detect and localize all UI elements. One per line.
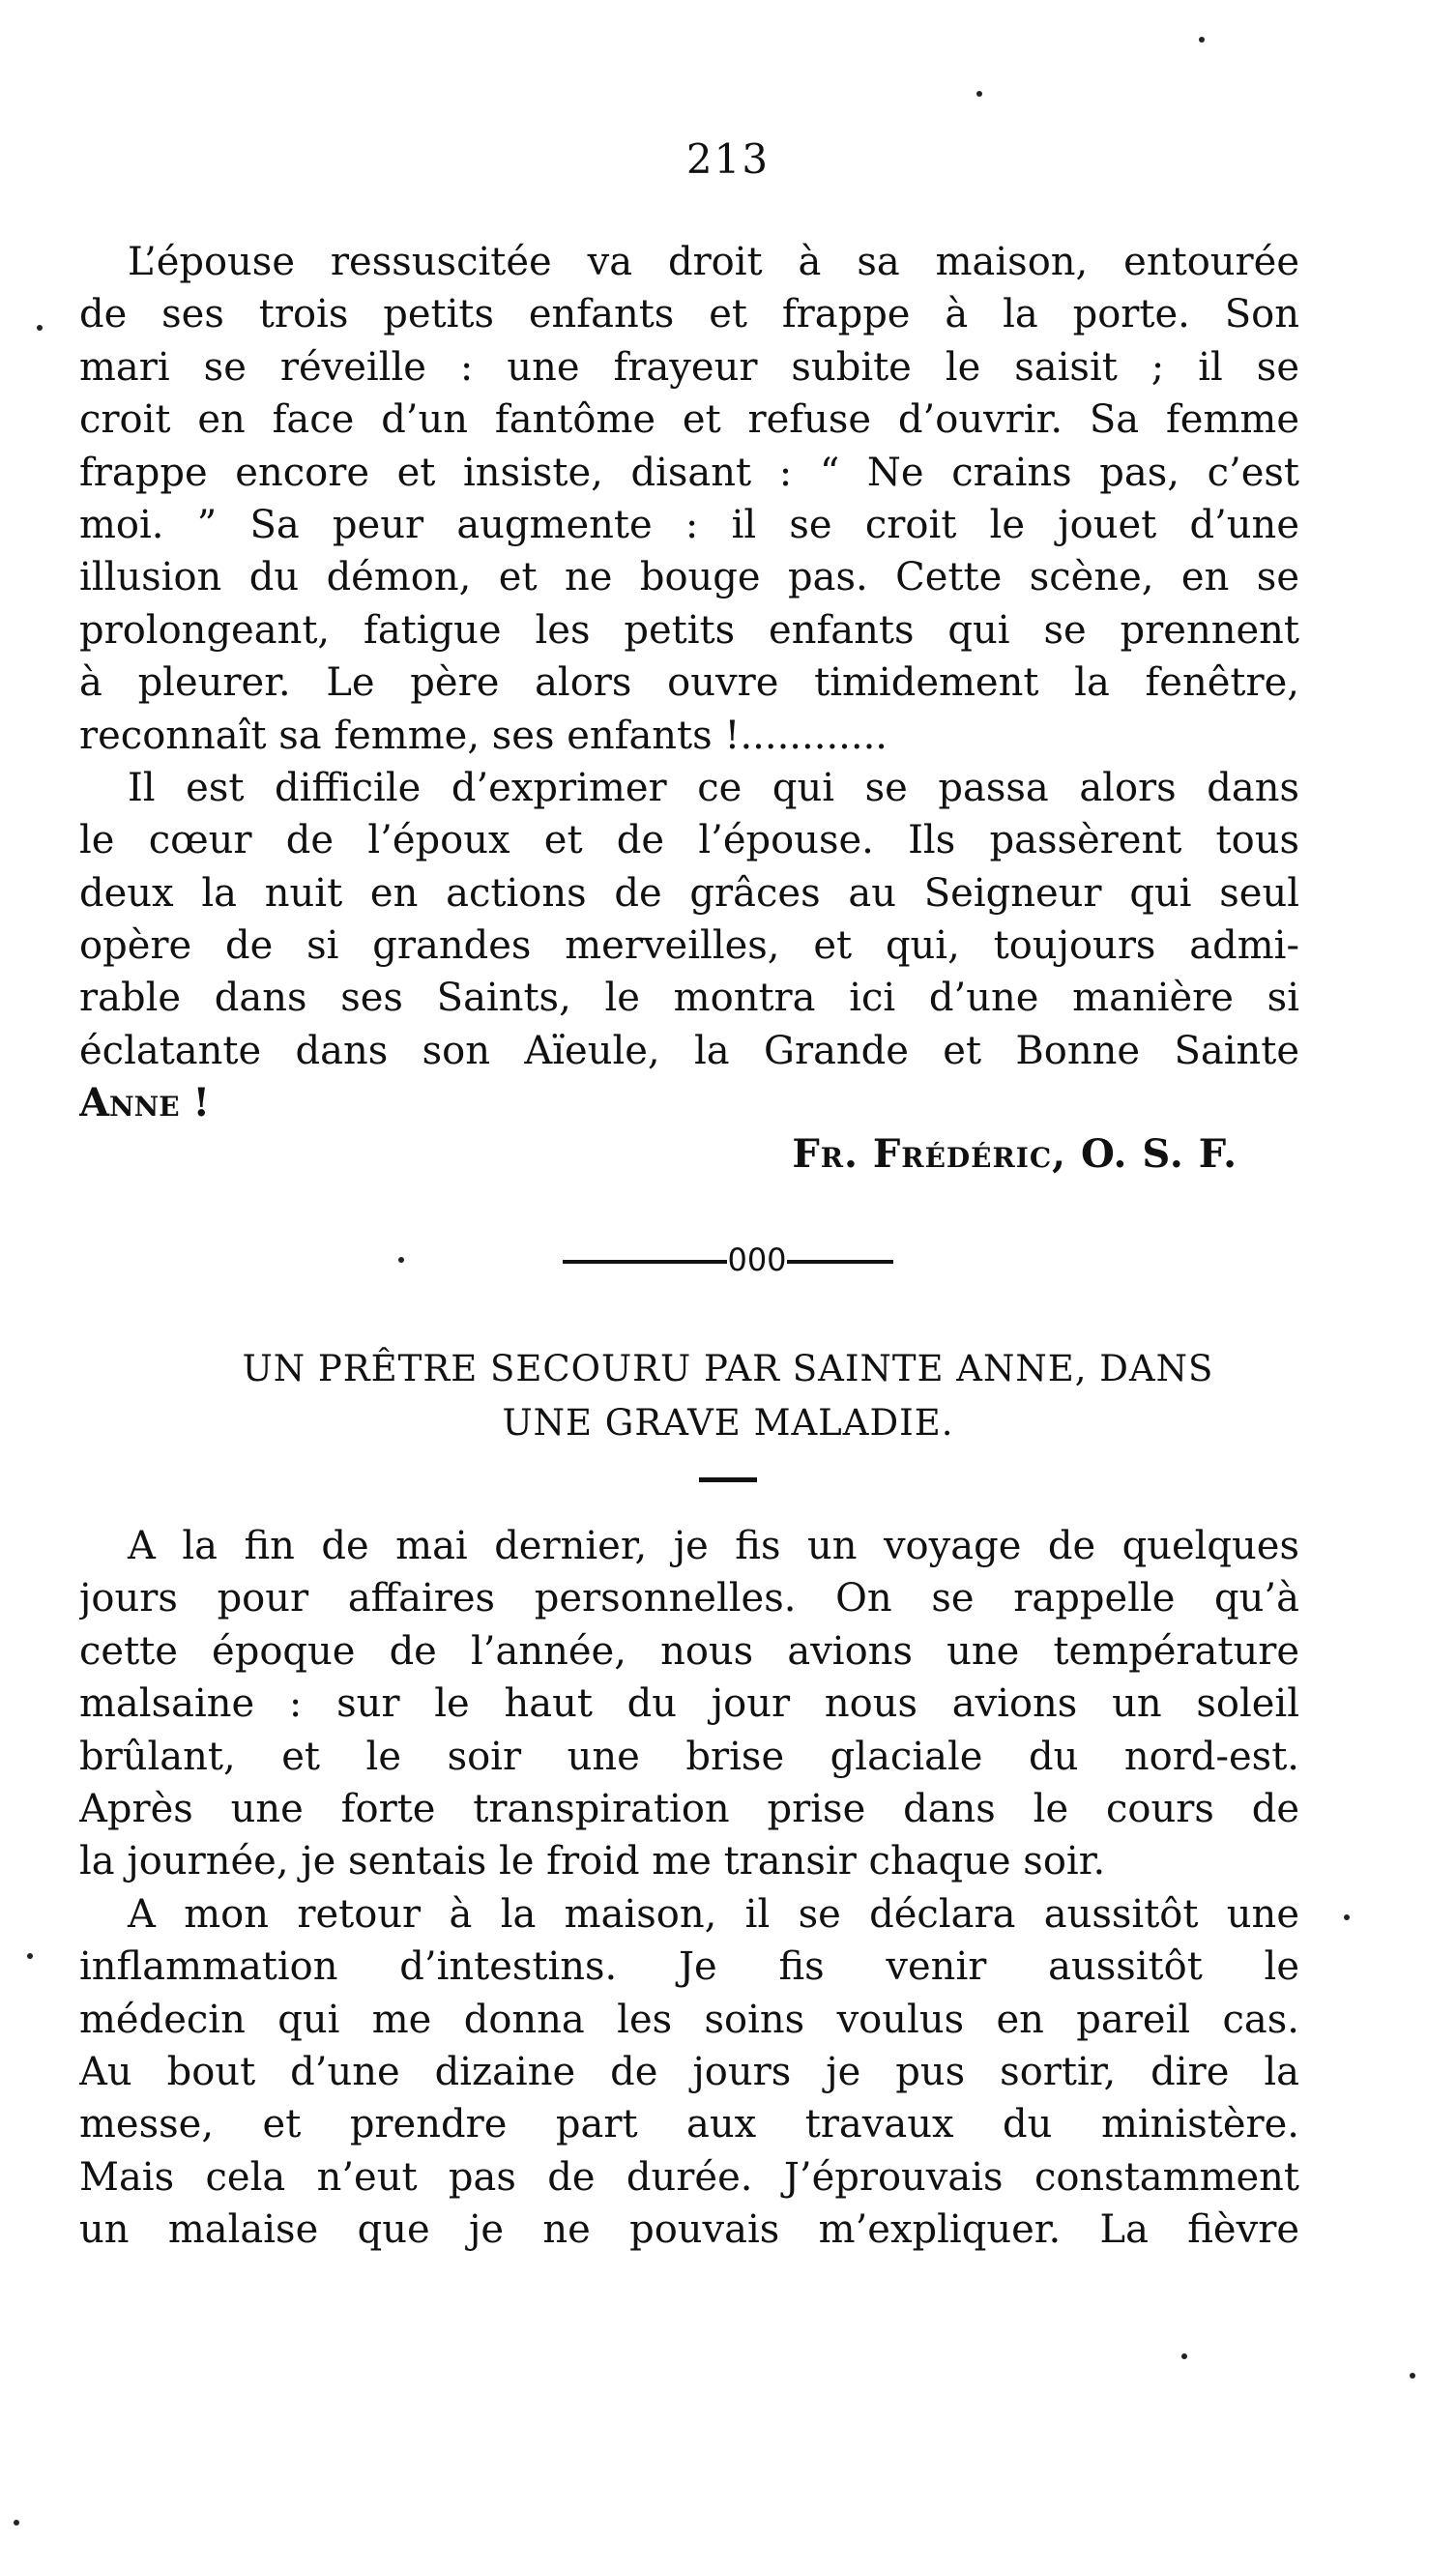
text-line: L’épouse ressuscitée va droit à sa maison, entourée <box>128 240 1299 284</box>
text-line: médecin qui me donna les soins voulus en pareil cas. <box>79 1997 1299 2042</box>
author-signature: Fr. Frédéric, O. S. F. <box>792 1131 1238 1177</box>
text-line: croit en face d’un fantôme et refuse d’ouvrir. Sa femme <box>79 397 1299 443</box>
text-line: opère de si grandes merveilles, et qui, toujours admi- <box>79 923 1299 969</box>
text-line: le cœur de l’époux et de l’épouse. Ils passèrent tous <box>79 818 1299 863</box>
print-speck <box>1344 1914 1350 1920</box>
text-line: deux la nuit en actions de grâces au Seigneur qui seul <box>79 870 1299 916</box>
text-line: illusion du démon, et ne bouge pas. Cette scène, en se <box>79 555 1299 600</box>
article-title <box>0 1342 1456 1450</box>
separator-rule-right <box>787 1260 893 1264</box>
text-line: A mon retour à la maison, il se déclara aussitôt une <box>128 1891 1299 1937</box>
separator-text: 000 <box>727 1241 787 1278</box>
print-speck <box>1181 2353 1187 2359</box>
text-line: à pleurer. Le père alors ouvre timidement la fenêtre, <box>79 660 1299 706</box>
page-number: 213 <box>685 135 771 183</box>
print-speck <box>398 1257 404 1263</box>
text-line: la journée, je sentais le froid me transir chaque soir. <box>79 1839 1106 1884</box>
story-ending-text <box>79 236 1299 1130</box>
print-speck <box>37 325 43 331</box>
print-speck <box>1199 37 1205 43</box>
text-line: moi. ” Sa peur augmente : il se croit le jouet d’une <box>79 502 1299 547</box>
article-title-line2: UNE GRAVE MALADIE. <box>502 1402 954 1444</box>
text-line: de ses trois petits enfants et frappe à la porte. Son <box>79 292 1299 337</box>
text-line: un malaise que je ne pouvais m’expliquer. La fièvre <box>79 2207 1299 2253</box>
text-line: mari se réveille : une frayeur subite le saisit ; il se <box>79 344 1299 390</box>
print-speck <box>1410 2373 1415 2379</box>
text-line: frappe encore et insiste, disant : “ Ne crains pas, c’est <box>79 450 1299 495</box>
article-title-line1: UN PRÊTRE SECOURU PAR SAINTE ANNE, DANS <box>242 1348 1214 1389</box>
text-line-anne: Anne ! <box>79 1080 211 1126</box>
section-separator <box>0 1241 1456 1278</box>
text-line: Il est difficile d’exprimer ce qui se passa alors dans <box>128 765 1299 810</box>
text-line: Au bout d’une dizaine de jours je pus sortir, dire la <box>79 2049 1299 2094</box>
text-line: jours pour affaires personnelles. On se rappelle qu’à <box>79 1576 1299 1621</box>
print-speck <box>14 2520 19 2526</box>
text-line: Après une forte transpiration prise dans le cours de <box>79 1786 1299 1831</box>
text-line: reconnaît sa femme, ses enfants !............ <box>79 713 888 758</box>
text-line: malsaine : sur le haut du jour nous avions un soleil <box>79 1681 1299 1727</box>
article-body-text <box>79 1520 1299 2256</box>
text-line: rable dans ses Saints, le montra ici d’une manière si <box>79 976 1299 1021</box>
text-line: prolongeant, fatigue les petits enfants qui se prennent <box>79 607 1299 653</box>
text-line: Mais cela n’eut pas de durée. J’éprouvais constamment <box>79 2154 1299 2200</box>
print-speck <box>27 1953 33 1959</box>
text-line: A la fin de mai dernier, je fis un voyage de quelques <box>128 1524 1299 1568</box>
separator-rule-left <box>563 1260 727 1264</box>
print-speck <box>976 91 982 97</box>
text-line: éclatante dans son Aïeule, la Grande et Bonne Sainte <box>79 1028 1299 1073</box>
text-line: inflammation d’intestins. Je fis venir aussitôt le <box>79 1944 1299 1990</box>
text-line: brûlant, et le soir une brise glaciale du nord-est. <box>79 1734 1299 1779</box>
title-dash <box>699 1477 757 1482</box>
text-line: messe, et prendre part aux travaux du ministère. <box>79 2102 1299 2147</box>
text-line: cette époque de l’année, nous avions une température <box>79 1628 1299 1674</box>
